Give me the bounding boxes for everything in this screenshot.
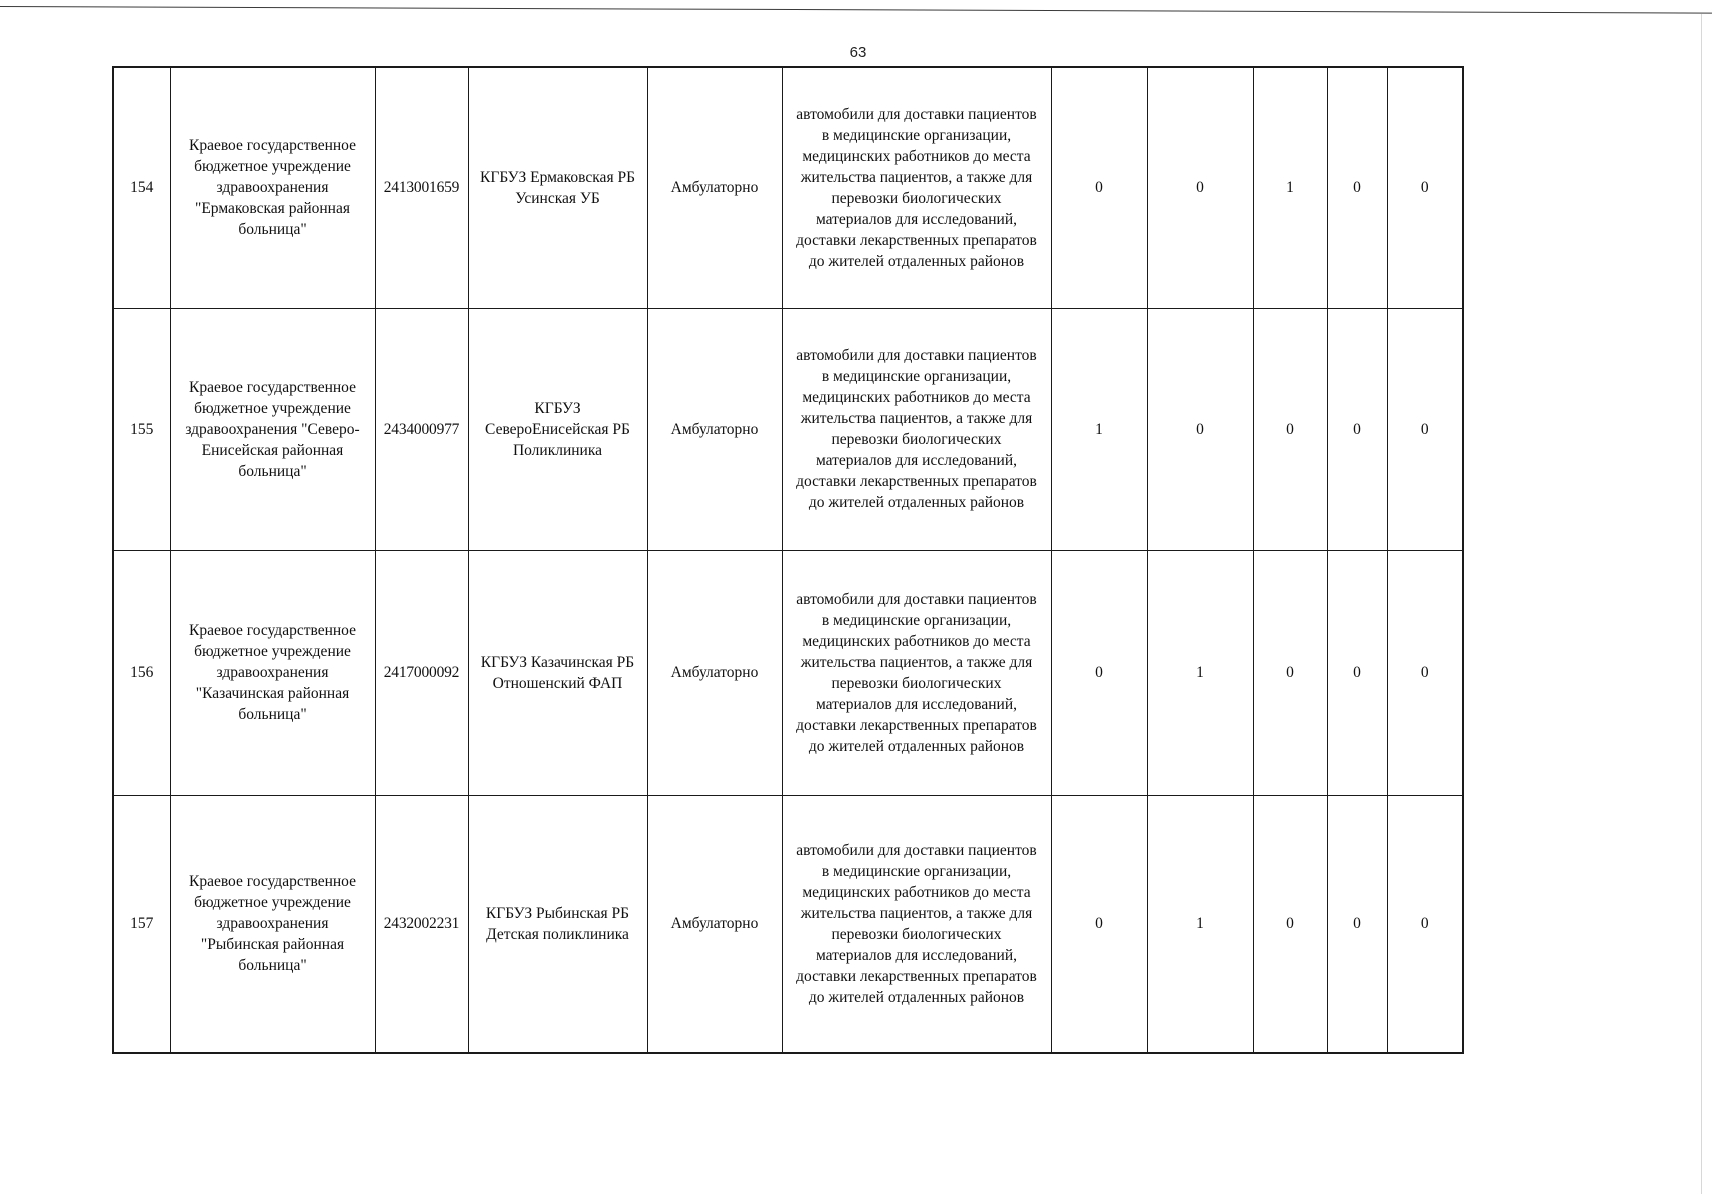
organization-name: Краевое государственное бюджетное учреждение здравоохранения "Ермаковская районная больница" bbox=[170, 67, 375, 308]
organization-name: Краевое государственное бюджетное учреждение здравоохранения "Северо-Енисейская районная больница" bbox=[170, 308, 375, 550]
value-cell-1: 0 bbox=[1051, 67, 1147, 308]
scan-edge-right bbox=[1701, 14, 1702, 1194]
care-type: Амбулаторно bbox=[647, 308, 782, 550]
unit-name: КГБУЗ СевероЕнисейская РБ Поликлиника bbox=[468, 308, 647, 550]
value-cell-5: 0 bbox=[1387, 67, 1463, 308]
unit-name: КГБУЗ Ермаковская РБ Усинская УБ bbox=[468, 67, 647, 308]
table-row bbox=[113, 308, 1463, 550]
value-cell-3: 0 bbox=[1253, 550, 1327, 795]
value-cell-1: 0 bbox=[1051, 795, 1147, 1053]
organization-name: Краевое государственное бюджетное учреждение здравоохранения "Рыбинская районная больница" bbox=[170, 795, 375, 1053]
row-number: 156 bbox=[113, 550, 170, 795]
organization-name: Краевое государственное бюджетное учреждение здравоохранения "Казачинская районная больница" bbox=[170, 550, 375, 795]
table-row bbox=[113, 795, 1463, 1053]
unit-name: КГБУЗ Рыбинская РБ Детская поликлиника bbox=[468, 795, 647, 1053]
value-cell-5: 0 bbox=[1387, 550, 1463, 795]
value-cell-1: 0 bbox=[1051, 550, 1147, 795]
value-cell-5: 0 bbox=[1387, 795, 1463, 1053]
value-cell-2: 1 bbox=[1147, 795, 1253, 1053]
inn-code: 2434000977 bbox=[375, 308, 468, 550]
value-cell-3: 1 bbox=[1253, 67, 1327, 308]
inn-code: 2432002231 bbox=[375, 795, 468, 1053]
care-type: Амбулаторно bbox=[647, 795, 782, 1053]
value-cell-4: 0 bbox=[1327, 550, 1387, 795]
row-number: 157 bbox=[113, 795, 170, 1053]
value-cell-5: 0 bbox=[1387, 308, 1463, 550]
unit-name: КГБУЗ Казачинская РБ Отношенский ФАП bbox=[468, 550, 647, 795]
scan-edge-top bbox=[0, 6, 1712, 24]
table-row bbox=[113, 550, 1463, 795]
care-type: Амбулаторно bbox=[647, 550, 782, 795]
value-cell-1: 1 bbox=[1051, 308, 1147, 550]
care-type: Амбулаторно bbox=[647, 67, 782, 308]
vehicle-purpose: автомобили для доставки пациентов в медицинские организации, медицинских работников до места жительства пациентов, а также для перевозки биологических материалов для исследований, доставки лекарственных препаратов до жителей отдаленных районов bbox=[782, 67, 1051, 308]
row-number: 154 bbox=[113, 67, 170, 308]
value-cell-4: 0 bbox=[1327, 795, 1387, 1053]
vehicle-purpose: автомобили для доставки пациентов в медицинские организации, медицинских работников до места жительства пациентов, а также для перевозки биологических материалов для исследований, доставки лекарственных препаратов до жителей отдаленных районов bbox=[782, 308, 1051, 550]
inn-code: 2413001659 bbox=[375, 67, 468, 308]
inn-code: 2417000092 bbox=[375, 550, 468, 795]
value-cell-2: 0 bbox=[1147, 67, 1253, 308]
value-cell-4: 0 bbox=[1327, 67, 1387, 308]
vehicle-purpose: автомобили для доставки пациентов в медицинские организации, медицинских работников до места жительства пациентов, а также для перевозки биологических материалов для исследований, доставки лекарственных препаратов до жителей отдаленных районов bbox=[782, 550, 1051, 795]
value-cell-4: 0 bbox=[1327, 308, 1387, 550]
row-number: 155 bbox=[113, 308, 170, 550]
vehicle-purpose: автомобили для доставки пациентов в медицинские организации, медицинских работников до места жительства пациентов, а также для перевозки биологических материалов для исследований, доставки лекарственных препаратов до жителей отдаленных районов bbox=[782, 795, 1051, 1053]
value-cell-3: 0 bbox=[1253, 795, 1327, 1053]
table-row bbox=[113, 67, 1463, 308]
value-cell-2: 1 bbox=[1147, 550, 1253, 795]
value-cell-3: 0 bbox=[1253, 308, 1327, 550]
value-cell-2: 0 bbox=[1147, 308, 1253, 550]
page-number: 63 bbox=[849, 44, 867, 61]
vehicles-table bbox=[112, 66, 1464, 1054]
